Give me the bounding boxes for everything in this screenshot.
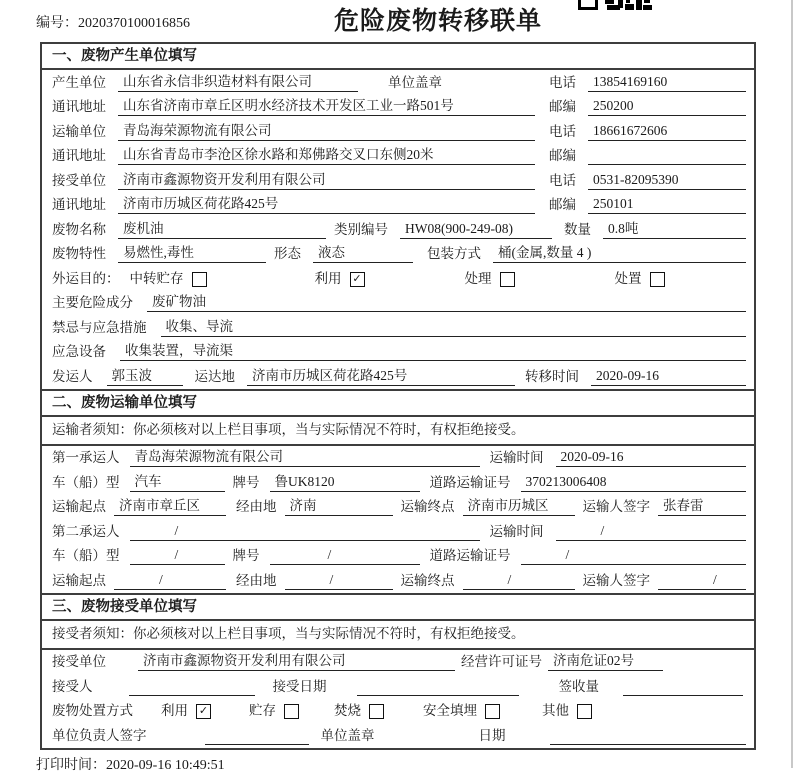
disposal-storage-label: 贮存 <box>249 703 276 718</box>
waste-form-label: 形态 <box>274 246 301 261</box>
license-value: 济南危证02号 <box>548 649 663 671</box>
route1-sign-value: 张春雷 <box>658 494 746 516</box>
print-time-label: 打印时间： <box>36 757 106 773</box>
receiver-address-label: 通讯地址 <box>52 197 106 212</box>
license-label: 经营许可证号 <box>461 654 542 669</box>
destination-value: 济南市历城区荷花路425号 <box>247 364 515 386</box>
transport-unit-group <box>52 119 549 141</box>
producer-phone-value: 13854169160 <box>588 74 746 92</box>
transport-unit-value: 青岛海荣源物流有限公司 <box>118 119 535 141</box>
receiver-unit-value: 济南市鑫源物资开发利用有限公司 <box>118 168 535 190</box>
first-carrier-value: 青岛海荣源物流有限公司 <box>130 445 480 467</box>
road-cert1-value: 370213006408 <box>521 474 747 492</box>
route1-via-value: 济南 <box>285 494 393 516</box>
row-receiver-unit <box>42 168 754 193</box>
disposal-incinerate-checkbox <box>369 704 384 719</box>
accept-date-value <box>357 681 519 696</box>
row-producer-unit <box>42 70 754 95</box>
waste-character-label: 废物特性 <box>52 246 106 261</box>
receiver-zip-label: 邮编 <box>549 197 576 212</box>
first-carrier-label: 第一承运人 <box>52 450 120 465</box>
receiver-address-value: 济南市历城区荷花路425号 <box>118 192 535 214</box>
checkbox-mark: ✓ <box>198 704 209 717</box>
second-carrier-label: 第二承运人 <box>52 523 120 539</box>
transport-address-label: 通讯地址 <box>52 148 106 163</box>
disposal-landfill-label: 安全填埋 <box>423 703 477 718</box>
purpose-dispose-checkbox <box>650 272 665 287</box>
waste-qty-label: 数量 <box>564 221 591 237</box>
route2-sign-value: / <box>658 572 746 590</box>
row-consignor <box>42 364 754 389</box>
route1-end-value: 济南市历城区 <box>463 494 575 516</box>
receiver-unit-group <box>52 168 549 190</box>
producer-zip-value: 250200 <box>588 98 746 116</box>
receiver-unit-label: 接受单位 <box>52 172 106 188</box>
disposal-option-other <box>542 699 592 720</box>
received-qty-value <box>623 681 743 696</box>
packing-label: 包装方式 <box>427 246 481 261</box>
page-title: 危险废物转移联单 <box>333 7 542 35</box>
consignor-value: 郭玉波 <box>107 364 183 386</box>
responsible-signature-value <box>205 730 309 745</box>
transfer-time-value: 2020-09-16 <box>591 368 746 386</box>
producer-unit-value: 山东省永信非织造材料有限公司 <box>118 70 358 92</box>
disposal-option-utilize <box>161 699 249 720</box>
producer-address-value: 山东省济南市章丘区明水经济技术开发区工业一路501号 <box>118 94 535 116</box>
serial-label: 编号： <box>36 16 78 31</box>
route1-sign-label: 运输人签字 <box>582 499 650 514</box>
acceptor-value <box>129 681 255 696</box>
emergency-equipment-value: 收集装置，导流渠 <box>120 339 746 361</box>
vehicle-type2-label: 车（船）型 <box>52 548 120 563</box>
disposal-option-landfill <box>423 699 542 720</box>
transfer-time-label: 转移时间 <box>525 368 579 384</box>
section3-title: 三、废物接受单位填写 <box>42 593 754 621</box>
serial-value: 2020370100016856 <box>78 16 190 31</box>
transport-zip-value <box>588 150 746 165</box>
road-cert1-label: 道路运输证号 <box>429 474 511 490</box>
producer-phone-label: 电话 <box>549 74 576 90</box>
receiver-address-group <box>52 192 549 214</box>
row-transport-unit <box>42 119 754 144</box>
row-emergency-measures <box>42 315 754 340</box>
transport-address-value: 山东省青岛市李沧区徐水路和郑佛路交叉口东侧20米 <box>118 143 535 165</box>
destination-label: 运达地 <box>194 368 235 384</box>
page-scan-edge <box>791 0 793 768</box>
route2-start-label: 运输起点 <box>52 572 106 588</box>
route2-end-value: / <box>463 572 575 590</box>
producer-unit-label: 产生单位 <box>52 74 106 90</box>
row-disposal-method <box>42 699 754 724</box>
document-header <box>0 0 796 42</box>
producer-zip-label: 邮编 <box>549 99 576 114</box>
purpose-option-storage <box>130 267 315 288</box>
road-cert2-label: 道路运输证号 <box>429 548 511 563</box>
waste-code-label: 类别编号 <box>334 221 388 237</box>
row-hazard-component <box>42 291 754 316</box>
row-vehicle-type2 <box>42 544 754 569</box>
hazard-component-label: 主要危险成分 <box>52 295 133 310</box>
qr-code-fragment <box>578 0 652 11</box>
transport-zip-label: 邮编 <box>549 148 576 163</box>
emergency-measures-value: 收集、导流 <box>161 315 747 337</box>
row-second-carrier <box>42 519 754 544</box>
plate1-value: 鲁UK8120 <box>270 470 420 492</box>
plate2-value: / <box>270 547 420 565</box>
row-route1 <box>42 495 754 520</box>
purpose-option-treat <box>465 267 615 288</box>
disposal-landfill-checkbox <box>485 704 500 719</box>
row-transport-address <box>42 144 754 169</box>
row-responsible-signature <box>42 723 754 748</box>
row-first-carrier <box>42 446 754 471</box>
disposal-option-storage <box>249 699 334 720</box>
plate1-label: 牌号 <box>232 474 260 490</box>
print-time <box>36 754 796 774</box>
receiver-zip-value: 250101 <box>588 196 746 214</box>
vehicle-type1-label: 车（船）型 <box>52 474 120 490</box>
route1-start-value: 济南市章丘区 <box>114 494 226 516</box>
producer-address-label: 通讯地址 <box>52 99 106 114</box>
row-transfer-purpose <box>42 266 754 291</box>
hazard-component-value: 废矿物油 <box>147 290 746 312</box>
purpose-storage-label: 中转贮存 <box>129 270 184 286</box>
transport-phone-value: 18661672606 <box>588 123 746 141</box>
route2-sign-label: 运输人签字 <box>582 572 650 588</box>
purpose-storage-checkbox <box>192 272 207 287</box>
row-accepting-unit <box>42 650 754 675</box>
unit-seal-label: 单位盖章 <box>388 74 442 90</box>
receiver-phone-value: 0531-82095390 <box>588 172 746 190</box>
disposal-other-label: 其他 <box>542 703 569 718</box>
seal-date-value <box>550 730 747 745</box>
disposal-other-checkbox <box>577 704 592 719</box>
accepting-unit-value: 济南市鑫源物资开发利用有限公司 <box>138 649 455 671</box>
transporter-notice: 运输者须知：你必须核对以上栏目事项，当与实际情况不符时，有权拒绝接受。 <box>42 417 754 446</box>
row-receiver-address <box>42 193 754 218</box>
transport-unit-label: 运输单位 <box>52 123 106 139</box>
waste-qty-value: 0.8吨 <box>603 217 746 239</box>
row-emergency-equipment <box>42 340 754 365</box>
waste-form-value: 液态 <box>313 241 413 263</box>
purpose-utilize-label: 利用 <box>314 270 342 286</box>
route1-start-label: 运输起点 <box>52 499 106 514</box>
packing-value: 桶(金属,数量 4 ) <box>493 241 746 263</box>
route2-via-value: / <box>285 572 393 590</box>
consignor-label: 发运人 <box>52 368 93 384</box>
producer-address-group <box>52 94 549 116</box>
purpose-dispose-label: 处置 <box>614 270 642 286</box>
disposal-method-label: 废物处置方式 <box>52 703 133 718</box>
section2-title: 二、废物运输单位填写 <box>42 389 754 417</box>
purpose-utilize-checkbox <box>350 272 365 287</box>
route2-end-label: 运输终点 <box>400 572 455 588</box>
disposal-option-incinerate <box>334 699 423 720</box>
disposal-storage-checkbox <box>284 704 299 719</box>
waste-name-value: 废机油 <box>118 217 326 239</box>
waste-code-value: HW08(900-249-08) <box>400 221 552 239</box>
transport-time1-label: 运输时间 <box>489 450 544 465</box>
plate2-label: 牌号 <box>232 548 260 563</box>
transport-time2-value: / <box>556 523 747 541</box>
producer-unit-group <box>52 70 549 92</box>
transport-time2-label: 运输时间 <box>489 523 544 539</box>
checkbox-mark: ✓ <box>352 271 362 285</box>
purpose-treat-label: 处理 <box>464 270 492 286</box>
waste-name-label: 废物名称 <box>52 221 106 237</box>
seal-date-label: 日期 <box>478 727 506 743</box>
route2-start-value: / <box>114 572 226 590</box>
section1-title: 一、废物产生单位填写 <box>42 44 754 70</box>
waste-character-value: 易燃性,毒性 <box>118 241 266 263</box>
transfer-purpose-label: 外运目的： <box>52 270 120 286</box>
row-waste-name <box>42 217 754 242</box>
purpose-option-dispose <box>615 267 665 288</box>
route1-via-label: 经由地 <box>236 499 277 514</box>
route1-end-label: 运输终点 <box>400 499 455 514</box>
transport-time1-value: 2020-09-16 <box>556 449 747 467</box>
emergency-measures-label: 禁忌与应急措施 <box>52 319 147 335</box>
vehicle-type1-value: 汽车 <box>130 470 225 492</box>
purpose-treat-checkbox <box>500 272 515 287</box>
road-cert2-value: / <box>521 547 747 565</box>
row-route2 <box>42 568 754 593</box>
transport-address-group <box>52 143 549 165</box>
disposal-utilize-checkbox <box>196 704 211 719</box>
row-producer-address <box>42 95 754 120</box>
transport-phone-label: 电话 <box>549 123 576 139</box>
disposal-incinerate-label: 焚烧 <box>334 703 361 718</box>
emergency-equipment-label: 应急设备 <box>52 344 106 359</box>
manifest-form-table <box>40 42 756 750</box>
accept-date-label: 接受日期 <box>272 678 327 694</box>
second-carrier-value: / <box>130 523 480 541</box>
row-waste-character <box>42 242 754 267</box>
receiver-notice: 接受者须知：你必须核对以上栏目事项，当与实际情况不符时，有权拒绝接受。 <box>42 621 754 650</box>
accepting-unit-label: 接受单位 <box>52 654 106 669</box>
print-time-value: 2020-09-16 10:49:51 <box>106 757 225 773</box>
row-vehicle-type1 <box>42 470 754 495</box>
unit-seal2-label: 单位盖章 <box>320 727 375 743</box>
row-acceptor <box>42 674 754 699</box>
receiver-phone-label: 电话 <box>549 172 576 188</box>
acceptor-label: 接受人 <box>52 678 93 694</box>
route2-via-label: 经由地 <box>236 572 277 588</box>
responsible-signature-label: 单位负责人签字 <box>52 727 147 743</box>
vehicle-type2-value: / <box>130 547 225 565</box>
purpose-option-utilize <box>315 267 465 288</box>
disposal-utilize-label: 利用 <box>161 703 188 718</box>
received-qty-label: 签收量 <box>558 678 599 694</box>
